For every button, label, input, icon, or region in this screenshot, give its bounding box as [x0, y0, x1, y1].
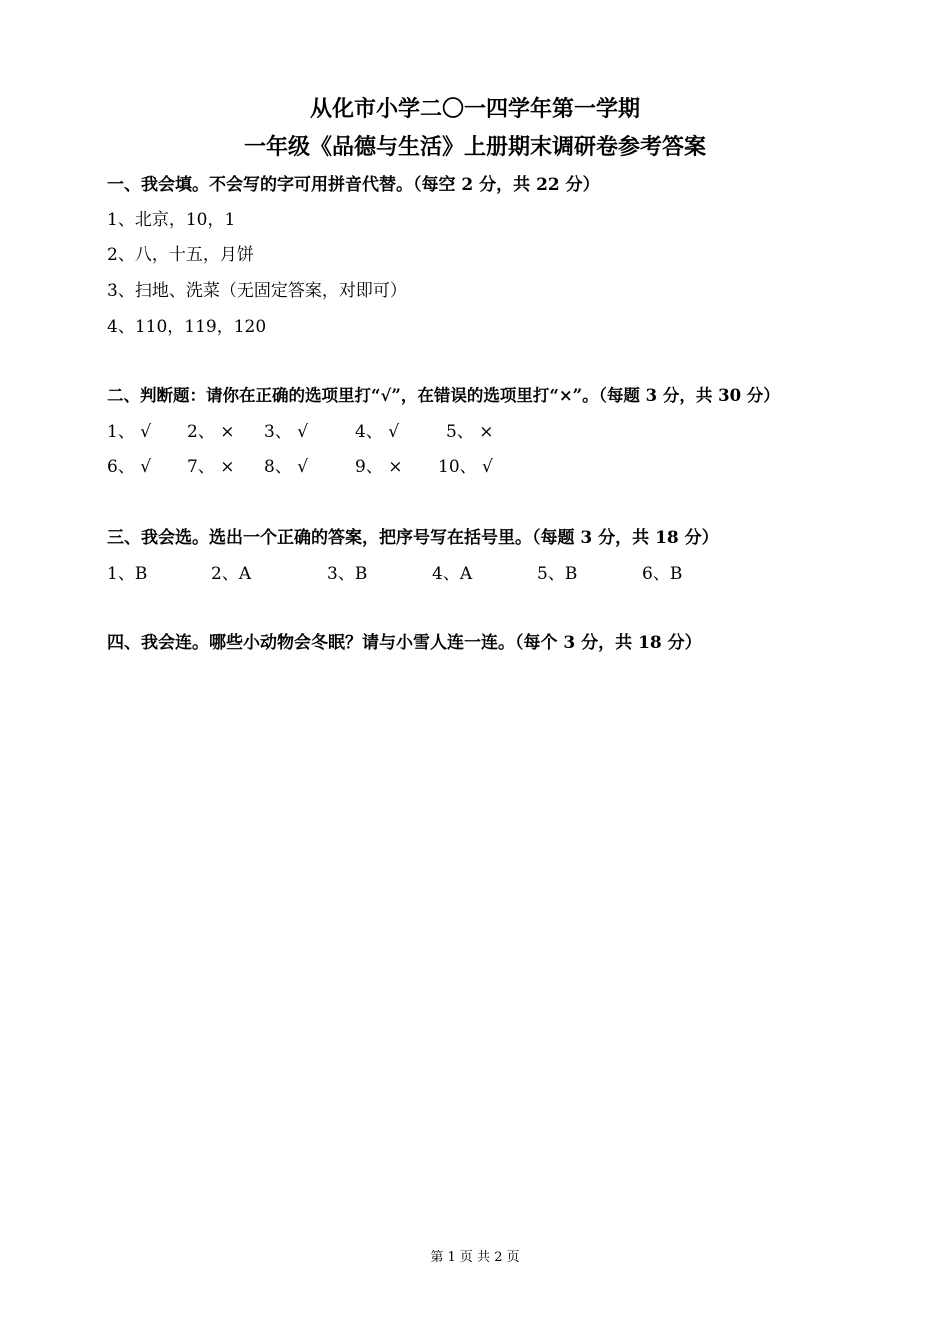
judgement-answer: 8、 √ — [264, 457, 309, 477]
section2-heading: 二、判断题：请你在正确的选项里打“√”，在错误的选项里打“×”。（每题 3 分，共 30 分） — [107, 386, 780, 405]
section3-heading: 三、我会选。选出一个正确的答案，把序号写在括号里。（每题 3 分，共 18 分） — [107, 528, 719, 548]
judgement-answer: 5、 × — [446, 422, 494, 442]
judgement-answer: 3、 √ — [264, 422, 309, 442]
judgement-answer: 6、 √ — [107, 457, 152, 477]
choice-answers-row — [0, 559, 950, 583]
choice-answer: 4、A — [432, 564, 473, 584]
judgement-answer: 1、 √ — [107, 422, 152, 442]
judgement-answer: 7、 × — [187, 457, 235, 477]
section1-heading: 一、我会填。不会写的字可用拼音代替。（每空 2 分，共 22 分） — [107, 175, 600, 195]
choice-answer: 3、B — [327, 564, 368, 584]
judgement-row-1 — [0, 417, 950, 441]
document-title-line1: 从化市小学二〇一四学年第一学期 — [309, 96, 640, 122]
section4-heading: 四、我会连。哪些小动物会冬眠？请与小雪人连一连。（每个 3 分，共 18 分） — [107, 633, 702, 653]
section1-item: 2、八，十五，月饼 — [107, 245, 254, 265]
choice-answer: 6、B — [642, 564, 683, 584]
choice-answer: 2、A — [211, 564, 252, 584]
section1-item: 4、110，119，120 — [107, 317, 267, 337]
judgement-answer: 4、 √ — [355, 422, 400, 442]
section1-item: 3、扫地、洗菜（无固定答案，对即可） — [107, 281, 407, 301]
choice-answer: 5、B — [537, 564, 578, 584]
judgement-answer: 10、 √ — [438, 457, 493, 477]
choice-answer: 1、B — [107, 564, 148, 584]
page-number: 第 1 页 共 2 页 — [430, 1250, 520, 1265]
judgement-row-2 — [0, 452, 950, 476]
section1-item: 1、北京，10，1 — [107, 210, 236, 230]
document-title-line2: 一年级《品德与生活》上册期末调研卷参考答案 — [243, 134, 706, 160]
judgement-answer: 9、 × — [355, 457, 403, 477]
judgement-answer: 2、 × — [187, 422, 235, 442]
